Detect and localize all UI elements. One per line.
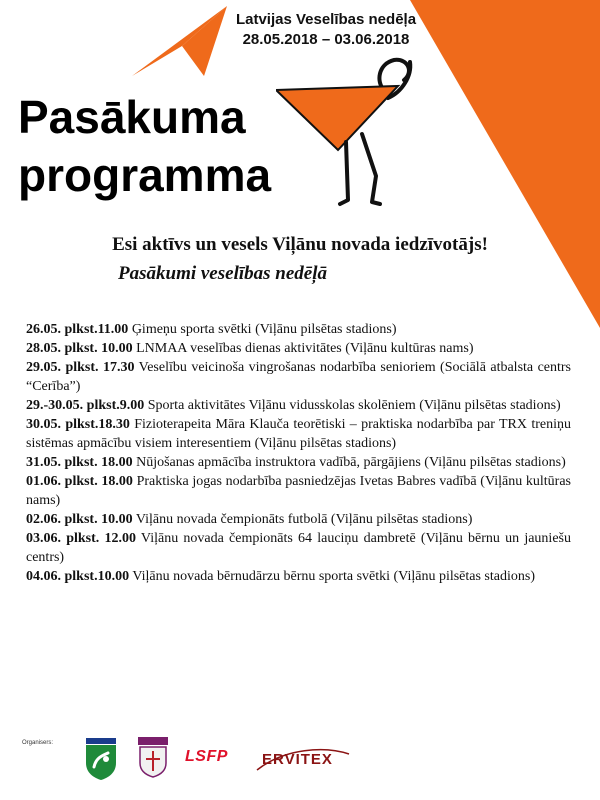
corner-orange-triangle [410, 0, 600, 330]
title-line-1: Pasākuma [18, 91, 246, 143]
event-item [26, 472, 571, 510]
event-text: Veselību veicinoša vingrošanas nodarbība senioriem (Sociālā atbalsta centrs “Cerība”) [26, 360, 571, 394]
coat-of-arms-icon [136, 737, 170, 781]
title-line-2: programma [18, 149, 272, 201]
page-title [18, 88, 271, 204]
event-date: 28.05. plkst. 10.00 [26, 341, 133, 356]
week-name: Latvijas Veselības nedēļa [235, 11, 417, 28]
event-date: 04.06. plkst.10.00 [26, 569, 130, 584]
event-date: 29.-30.05. plkst.9.00 [26, 398, 145, 413]
event-item [26, 358, 571, 396]
event-text: Fizioterapeita Māra Klauča teorētiski – praktiska nodarbība par TRX treniņu sistēmas apmācību visiem interesentiem (Viļānu pilsētas stadions) [26, 417, 571, 451]
sports-club-logo-icon [84, 737, 118, 781]
event-text: Ģimeņu sporta svētki (Viļānu pilsētas stadions) [128, 322, 397, 337]
event-item [26, 567, 571, 586]
subtitle: Pasākumi veselības nedēļā [118, 263, 327, 284]
event-item [26, 415, 571, 453]
event-text: Viļānu novada čempionāts futbolā (Viļānu pilsētas stadions) [132, 512, 473, 527]
event-list [26, 320, 571, 586]
lsfp-logo: LSFP [185, 748, 228, 765]
ervitex-logo: ERVITEX [262, 751, 333, 768]
event-date: 01.06. plkst. 18.00 [26, 474, 133, 489]
event-date: 26.05. plkst.11.00 [26, 322, 129, 337]
event-date: 03.06. plkst. 12.00 [26, 531, 136, 546]
event-text: Sporta aktivitātes Viļānu vidusskolas skolēniem (Viļānu pilsētas stadions) [144, 398, 561, 413]
event-item [26, 396, 571, 415]
week-header [226, 10, 426, 50]
event-date: 30.05. plkst.18.30 [26, 417, 130, 432]
event-item [26, 510, 571, 529]
event-item [26, 453, 571, 472]
event-text: Viļānu novada čempionāts 64 lauciņu dambretē (Viļānu bērnu un jauniešu centrs) [26, 531, 571, 565]
event-text: LNMAA veselības dienas aktivitātes (Viļānu kultūras nams) [132, 341, 474, 356]
event-item [26, 320, 571, 339]
event-item [26, 339, 571, 358]
event-date: 31.05. plkst. 18.00 [26, 455, 133, 470]
event-text: Praktiska jogas nodarbība pasniedzējas Ivetas Babres vadībā (Viļānu kultūras nams) [26, 474, 571, 508]
week-dates: 28.05.2018 – 03.06.2018 [242, 31, 410, 48]
event-date: 02.06. plkst. 10.00 [26, 512, 133, 527]
orange-triangle-icon [132, 4, 232, 78]
stick-figure-icon [276, 42, 436, 212]
event-text: Viļānu novada bērnudārzu bērnu sporta svētki (Viļānu pilsētas stadions) [129, 569, 535, 584]
slogan: Esi aktīvs un vesels Viļānu novada iedzīvotājs! [112, 234, 488, 255]
event-item [26, 529, 571, 567]
event-date: 29.05. plkst. 17.30 [26, 360, 135, 375]
organizers-label: Organisers: [22, 740, 54, 746]
event-text: Nūjošanas apmācība instruktora vadībā, pārgājiens (Viļānu pilsētas stadions) [132, 455, 566, 470]
